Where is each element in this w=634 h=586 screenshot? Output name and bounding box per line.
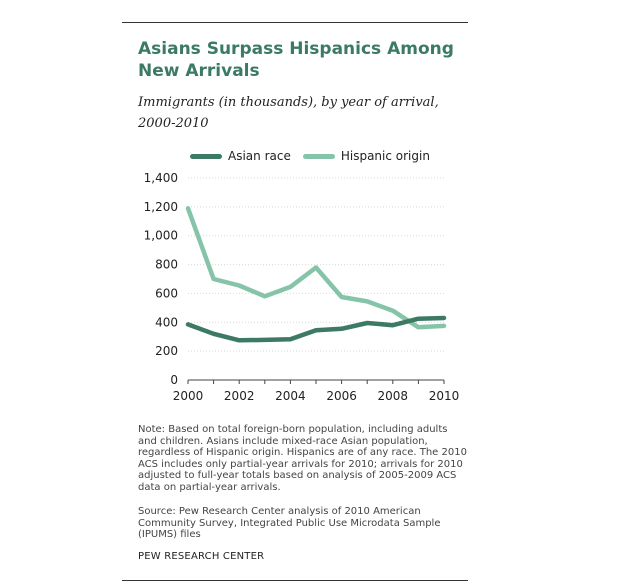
legend-swatch-asian (190, 154, 222, 159)
y-tick-label-1000: 1,000 (143, 228, 178, 243)
footer-credit: PEW RESEARCH CENTER (138, 551, 265, 562)
series-line-asian-race (188, 318, 444, 340)
y-tick-label-600: 600 (155, 286, 178, 301)
top-rule (122, 22, 468, 23)
chart-note: Note: Based on total foreign-born population, including adults and children. Asians include mixed-race Asian population, regardless of Hispanic origin. Hispanics are of any race. The 2010 ACS includes only partial-year arrivals for 2010; arrivals for 2010 adjusted to full-year totals based on analysis of 2005-2009 ACS data on partial-year arrivals. (138, 424, 467, 493)
series-line-hispanic-origin (188, 208, 444, 327)
y-tick-label-200: 200 (155, 344, 178, 359)
legend-label-asian: Asian race (228, 149, 291, 163)
legend-item-hispanic (303, 149, 430, 163)
legend (190, 147, 442, 165)
x-tick-label-2000: 2000 (172, 389, 204, 403)
x-tick-label-2004: 2004 (275, 389, 306, 403)
legend-item-asian (190, 149, 291, 163)
legend-label-hispanic: Hispanic origin (340, 149, 430, 163)
chart-title: Asians Surpass Hispanics Among New Arrivals (138, 39, 454, 81)
line-chart (130, 168, 470, 408)
y-tick-label-800: 800 (155, 257, 178, 272)
bottom-rule (122, 580, 468, 581)
y-tick-label-400: 400 (155, 315, 178, 330)
x-tick-label-2008: 2008 (377, 389, 409, 403)
y-tick-label-0: 0 (170, 373, 178, 387)
legend-swatch-hispanic (303, 154, 335, 159)
y-tick-label-1400: 1,400 (143, 171, 178, 185)
chart-subtitle: Immigrants (in thousands), by year of arrival, 2000-2010 (138, 95, 439, 131)
y-tick-label-1200: 1,200 (143, 199, 178, 214)
x-tick-label-2006: 2006 (326, 389, 357, 403)
x-tick-label-2002: 2002 (223, 389, 255, 403)
chart-source: Source: Pew Research Center analysis of 2010 American Community Survey, Integrated Public Use Microdata Sample (IPUMS) files (138, 506, 441, 540)
x-tick-label-2010: 2010 (428, 389, 460, 403)
